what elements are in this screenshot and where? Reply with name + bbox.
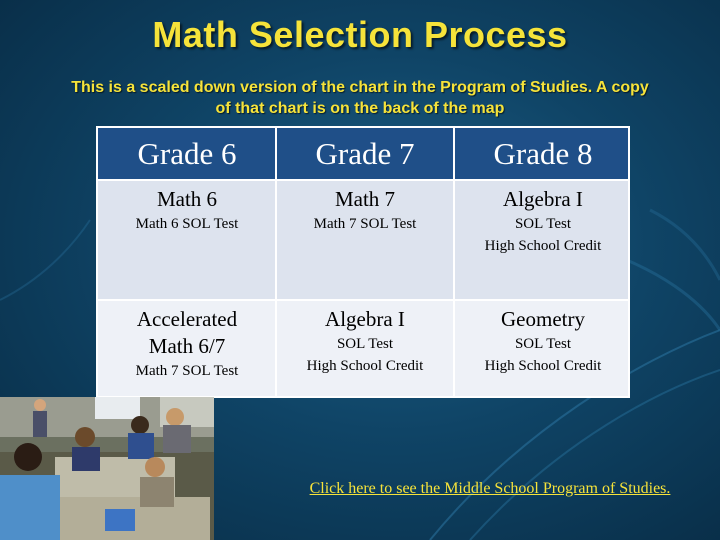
chart-row-accelerated — [98, 300, 630, 398]
cell-grade-8-standard — [454, 180, 630, 300]
cell-grade-7-accelerated — [276, 300, 454, 398]
course-detail: High School Credit — [306, 358, 424, 374]
course-detail: High School Credit — [484, 358, 602, 374]
classroom-photo — [0, 397, 214, 540]
header-grade-7: Grade 7 — [315, 136, 415, 171]
course-name: Math 6 — [156, 187, 218, 211]
course-detail: Math 7 SOL Test — [313, 216, 417, 232]
chart-row-standard — [98, 180, 630, 300]
page-title: Math Selection Process — [152, 14, 568, 55]
math-selection-chart — [96, 126, 630, 398]
course-name: Geometry — [501, 307, 585, 331]
course-name: Accelerated Math 6/7 — [136, 307, 238, 358]
course-name: Algebra I — [325, 307, 405, 331]
row-divider — [98, 179, 630, 181]
course-detail: High School Credit — [484, 238, 602, 254]
program-of-studies-link[interactable]: Click here to see the Middle School Program of Studies. — [309, 480, 671, 497]
cell-grade-8-accelerated — [454, 300, 630, 398]
course-detail: Math 6 SOL Test — [135, 216, 239, 232]
cell-grade-7-standard — [276, 180, 454, 300]
course-detail: Math 7 SOL Test — [135, 363, 239, 379]
column-divider — [275, 128, 277, 398]
chart-header-row — [98, 128, 630, 180]
header-grade-6: Grade 6 — [137, 136, 237, 171]
column-divider — [453, 128, 455, 398]
cell-grade-6-accelerated — [98, 300, 276, 398]
header-grade-8: Grade 8 — [493, 136, 593, 171]
cell-grade-6-standard — [98, 180, 276, 300]
row-divider — [98, 299, 630, 301]
course-name: Algebra I — [503, 187, 583, 211]
course-detail: SOL Test — [514, 216, 572, 232]
course-detail: SOL Test — [514, 336, 572, 352]
course-name: Math 7 — [334, 187, 396, 211]
page-subtitle: This is a scaled down version of the chart in the Program of Studies. A copy of that chart is on the back of the map — [71, 79, 649, 117]
course-detail: SOL Test — [336, 336, 394, 352]
